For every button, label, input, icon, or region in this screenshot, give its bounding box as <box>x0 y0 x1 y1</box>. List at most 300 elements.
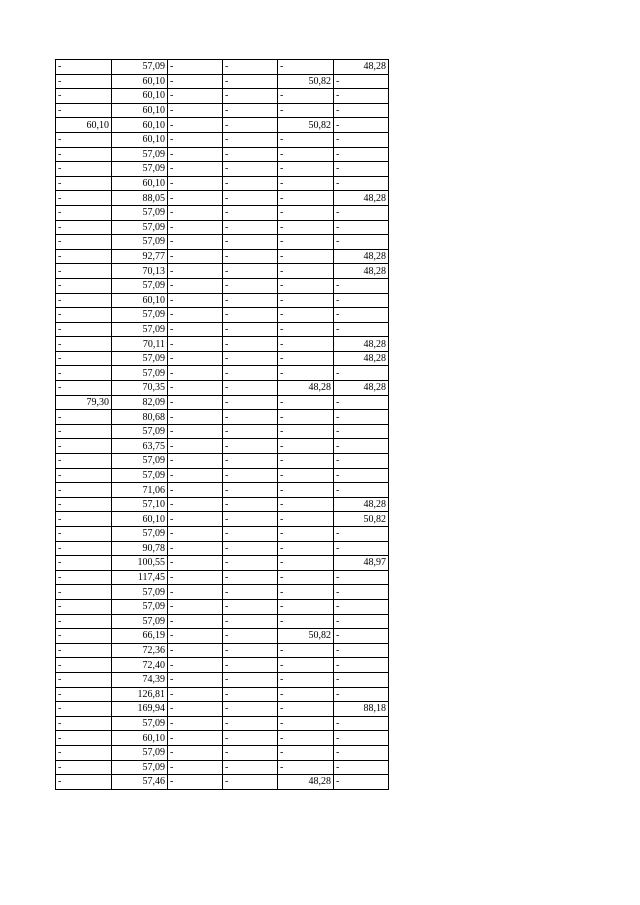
table-cell: - <box>223 643 278 658</box>
table-cell: - <box>56 643 112 658</box>
table-cell: 90,78 <box>112 541 168 556</box>
table-cell: - <box>168 60 223 75</box>
table-cell: - <box>223 410 278 425</box>
table-cell: - <box>223 454 278 469</box>
table-cell: - <box>56 468 112 483</box>
table-cell: - <box>56 337 112 352</box>
table-cell: 71,06 <box>112 483 168 498</box>
table-cell: - <box>223 308 278 323</box>
table-row <box>56 599 389 614</box>
table-cell: - <box>56 556 112 571</box>
table-cell: - <box>223 439 278 454</box>
table-cell: - <box>334 687 389 702</box>
table-cell: - <box>56 731 112 746</box>
table-cell: - <box>334 468 389 483</box>
table-row <box>56 395 389 410</box>
table-cell: - <box>56 132 112 147</box>
table-cell: 57,09 <box>112 205 168 220</box>
table-row <box>56 570 389 585</box>
table-cell: - <box>56 716 112 731</box>
table-cell: - <box>278 570 334 585</box>
table-row <box>56 468 389 483</box>
table-cell: - <box>278 585 334 600</box>
table-cell: - <box>334 599 389 614</box>
table-cell: - <box>56 249 112 264</box>
table-cell: - <box>278 454 334 469</box>
table-cell: 74,39 <box>112 672 168 687</box>
table-row <box>56 381 389 396</box>
table-cell: 72,36 <box>112 643 168 658</box>
table-cell: 80,68 <box>112 410 168 425</box>
table-cell: 57,09 <box>112 716 168 731</box>
table-cell: - <box>334 541 389 556</box>
table-cell: - <box>334 614 389 629</box>
table-row <box>56 366 389 381</box>
table-cell: 169,94 <box>112 702 168 717</box>
table-cell: 57,09 <box>112 278 168 293</box>
table-row <box>56 103 389 118</box>
table-row <box>56 89 389 104</box>
table-cell: 50,82 <box>278 118 334 133</box>
table-cell: - <box>168 162 223 177</box>
table-cell: 57,09 <box>112 585 168 600</box>
table-cell: - <box>56 672 112 687</box>
table-row <box>56 278 389 293</box>
table-cell: - <box>278 731 334 746</box>
table-cell: 60,10 <box>112 731 168 746</box>
table-cell: - <box>223 760 278 775</box>
table-row <box>56 629 389 644</box>
table-cell: - <box>223 541 278 556</box>
table-cell: - <box>278 264 334 279</box>
table-cell: - <box>168 337 223 352</box>
table-cell: 57,09 <box>112 527 168 542</box>
table-cell: - <box>223 745 278 760</box>
table-cell: - <box>334 424 389 439</box>
table-cell: - <box>56 410 112 425</box>
table-cell: - <box>56 585 112 600</box>
table-cell: - <box>168 497 223 512</box>
table-cell: - <box>223 220 278 235</box>
table-cell: - <box>56 220 112 235</box>
table-cell: - <box>56 541 112 556</box>
table-cell: 66,19 <box>112 629 168 644</box>
table-cell: - <box>168 599 223 614</box>
table-cell: 126,81 <box>112 687 168 702</box>
table-cell: - <box>168 687 223 702</box>
table-cell: 72,40 <box>112 658 168 673</box>
table-cell: - <box>278 147 334 162</box>
table-cell: - <box>334 716 389 731</box>
table-cell: - <box>223 278 278 293</box>
table-cell: 57,09 <box>112 162 168 177</box>
table-cell: - <box>56 512 112 527</box>
table-row <box>56 424 389 439</box>
table-row <box>56 497 389 512</box>
table-cell: - <box>334 731 389 746</box>
table-cell: - <box>168 629 223 644</box>
table-cell: - <box>278 278 334 293</box>
table-cell: 50,82 <box>278 629 334 644</box>
table-cell: - <box>56 191 112 206</box>
table-cell: - <box>168 643 223 658</box>
table-cell: - <box>56 745 112 760</box>
table-cell: - <box>278 293 334 308</box>
table-cell: - <box>334 162 389 177</box>
table-cell: - <box>334 74 389 89</box>
table-cell: - <box>223 322 278 337</box>
table-cell: - <box>278 468 334 483</box>
table-cell: 57,46 <box>112 775 168 790</box>
table-cell: - <box>223 337 278 352</box>
table-cell: - <box>334 775 389 790</box>
table-cell: - <box>334 643 389 658</box>
table-row <box>56 614 389 629</box>
table-cell: 57,09 <box>112 308 168 323</box>
table-cell: - <box>168 235 223 250</box>
table-cell: 57,09 <box>112 614 168 629</box>
table-cell: - <box>223 483 278 498</box>
table-cell: - <box>168 381 223 396</box>
table-row <box>56 176 389 191</box>
table-cell: - <box>168 439 223 454</box>
table-cell: - <box>278 512 334 527</box>
table-cell: - <box>168 424 223 439</box>
table-row <box>56 760 389 775</box>
table-cell: - <box>278 556 334 571</box>
table-cell: 57,09 <box>112 147 168 162</box>
table-row <box>56 293 389 308</box>
table-cell: - <box>278 760 334 775</box>
table-cell: - <box>334 103 389 118</box>
table-cell: - <box>223 118 278 133</box>
table-cell: - <box>168 731 223 746</box>
table-row <box>56 702 389 717</box>
table-cell: - <box>223 235 278 250</box>
table-cell: - <box>223 672 278 687</box>
table-cell: - <box>56 176 112 191</box>
table-cell: 48,28 <box>334 337 389 352</box>
table-row <box>56 687 389 702</box>
table-cell: 70,13 <box>112 264 168 279</box>
table-cell: - <box>278 220 334 235</box>
data-table <box>55 59 389 790</box>
table-cell: - <box>168 716 223 731</box>
table-cell: - <box>56 264 112 279</box>
table-cell: - <box>223 103 278 118</box>
table-cell: - <box>223 731 278 746</box>
table-cell: - <box>334 658 389 673</box>
table-cell: - <box>56 235 112 250</box>
table-cell: - <box>168 527 223 542</box>
table-cell: - <box>56 497 112 512</box>
table-cell: 48,28 <box>334 60 389 75</box>
table-row <box>56 716 389 731</box>
table-cell: - <box>223 497 278 512</box>
table-row <box>56 220 389 235</box>
table-row <box>56 585 389 600</box>
table-cell: - <box>168 745 223 760</box>
table-cell: - <box>334 147 389 162</box>
table-cell: - <box>56 147 112 162</box>
table-row <box>56 60 389 75</box>
table-cell: - <box>278 483 334 498</box>
table-cell: - <box>334 293 389 308</box>
table-cell: - <box>278 643 334 658</box>
table-cell: - <box>56 89 112 104</box>
table-cell: 48,28 <box>334 497 389 512</box>
table-cell: - <box>334 527 389 542</box>
table-row <box>56 556 389 571</box>
table-cell: - <box>223 570 278 585</box>
table-cell: - <box>334 395 389 410</box>
table-cell: - <box>56 599 112 614</box>
table-cell: - <box>223 585 278 600</box>
table-cell: - <box>168 89 223 104</box>
table-cell: - <box>334 410 389 425</box>
table-row <box>56 337 389 352</box>
table-cell: - <box>223 716 278 731</box>
table-cell: - <box>168 176 223 191</box>
table-cell: - <box>168 585 223 600</box>
table-cell: - <box>168 351 223 366</box>
table-cell: 48,28 <box>334 264 389 279</box>
table-cell: - <box>278 366 334 381</box>
table-cell: - <box>168 454 223 469</box>
table-cell: 48,97 <box>334 556 389 571</box>
table-cell: - <box>223 599 278 614</box>
table-cell: - <box>56 205 112 220</box>
table-cell: - <box>278 395 334 410</box>
table-row <box>56 351 389 366</box>
table-row <box>56 731 389 746</box>
table-cell: - <box>168 322 223 337</box>
table-cell: - <box>334 89 389 104</box>
table-cell: 63,75 <box>112 439 168 454</box>
table-cell: - <box>334 760 389 775</box>
table-row <box>56 439 389 454</box>
table-cell: - <box>223 60 278 75</box>
table-cell: - <box>334 235 389 250</box>
table-cell: - <box>56 351 112 366</box>
table-row <box>56 74 389 89</box>
table-cell: - <box>334 220 389 235</box>
table-cell: - <box>168 410 223 425</box>
table-cell: - <box>278 322 334 337</box>
table-cell: - <box>278 424 334 439</box>
table-cell: - <box>168 483 223 498</box>
table-cell: - <box>168 570 223 585</box>
table-cell: - <box>223 658 278 673</box>
table-cell: - <box>278 541 334 556</box>
table-cell: - <box>56 103 112 118</box>
table-cell: 57,09 <box>112 220 168 235</box>
table-cell: - <box>223 775 278 790</box>
table-cell: 60,10 <box>112 118 168 133</box>
table-row <box>56 410 389 425</box>
table-cell: 60,10 <box>112 293 168 308</box>
table-cell: - <box>278 337 334 352</box>
table-cell: - <box>223 366 278 381</box>
table-cell: - <box>278 351 334 366</box>
table-cell: - <box>168 395 223 410</box>
table-cell: 57,09 <box>112 322 168 337</box>
table-cell: - <box>278 308 334 323</box>
table-row <box>56 643 389 658</box>
table-row <box>56 205 389 220</box>
table-cell: - <box>223 264 278 279</box>
table-cell: - <box>56 278 112 293</box>
table-cell: - <box>168 541 223 556</box>
table-cell: - <box>56 570 112 585</box>
table-cell: - <box>278 191 334 206</box>
table-cell: - <box>168 220 223 235</box>
table-cell: - <box>56 74 112 89</box>
table-cell: - <box>56 454 112 469</box>
table-cell: - <box>278 439 334 454</box>
table-cell: - <box>168 658 223 673</box>
table-cell: - <box>334 570 389 585</box>
table-cell: - <box>168 132 223 147</box>
table-cell: - <box>334 585 389 600</box>
table-cell: - <box>278 176 334 191</box>
table-cell: 57,09 <box>112 424 168 439</box>
table-cell: - <box>56 687 112 702</box>
table-cell: - <box>223 468 278 483</box>
table-cell: 60,10 <box>112 89 168 104</box>
table-cell: - <box>334 366 389 381</box>
table-row <box>56 308 389 323</box>
table-cell: - <box>168 264 223 279</box>
table-row <box>56 249 389 264</box>
table-cell: 100,55 <box>112 556 168 571</box>
table-cell: - <box>334 629 389 644</box>
table-row <box>56 454 389 469</box>
table-cell: - <box>334 483 389 498</box>
table-cell: 70,35 <box>112 381 168 396</box>
table-cell: - <box>278 672 334 687</box>
table-cell: - <box>168 249 223 264</box>
table-cell: - <box>56 527 112 542</box>
table-cell: - <box>278 745 334 760</box>
table-cell: - <box>56 162 112 177</box>
table-cell: - <box>56 702 112 717</box>
table-cell: - <box>223 687 278 702</box>
table-cell: 60,10 <box>112 74 168 89</box>
table-cell: - <box>278 162 334 177</box>
table-row <box>56 658 389 673</box>
table-cell: - <box>168 702 223 717</box>
table-cell: - <box>168 293 223 308</box>
table-cell: 60,10 <box>112 132 168 147</box>
table-cell: - <box>56 366 112 381</box>
table-cell: - <box>56 60 112 75</box>
table-cell: 70,11 <box>112 337 168 352</box>
table-cell: - <box>223 176 278 191</box>
table-cell: 92,77 <box>112 249 168 264</box>
table-row <box>56 147 389 162</box>
table-cell: - <box>278 235 334 250</box>
table-cell: - <box>223 74 278 89</box>
table-cell: 88,18 <box>334 702 389 717</box>
table-cell: 48,28 <box>334 351 389 366</box>
table-cell: - <box>56 760 112 775</box>
table-cell: - <box>278 205 334 220</box>
table-body <box>56 60 389 790</box>
table-cell: - <box>334 745 389 760</box>
table-cell: - <box>223 132 278 147</box>
table-cell: - <box>168 205 223 220</box>
table-cell: 57,09 <box>112 760 168 775</box>
table-cell: - <box>56 439 112 454</box>
table-row <box>56 512 389 527</box>
table-row <box>56 162 389 177</box>
table-cell: 57,09 <box>112 599 168 614</box>
table-cell: - <box>56 775 112 790</box>
table-row <box>56 745 389 760</box>
table-cell: - <box>278 687 334 702</box>
table-cell: 48,28 <box>334 191 389 206</box>
table-cell: - <box>278 132 334 147</box>
table-cell: - <box>223 702 278 717</box>
table-cell: - <box>334 308 389 323</box>
table-cell: - <box>334 176 389 191</box>
table-cell: - <box>278 60 334 75</box>
table-cell: - <box>334 454 389 469</box>
table-cell: 57,10 <box>112 497 168 512</box>
table-cell: - <box>223 614 278 629</box>
table-cell: - <box>278 497 334 512</box>
table-cell: 57,09 <box>112 351 168 366</box>
table-row <box>56 672 389 687</box>
table-cell: - <box>278 89 334 104</box>
table-cell: - <box>223 89 278 104</box>
table-cell: - <box>56 614 112 629</box>
table-cell: - <box>223 351 278 366</box>
table-cell: - <box>168 760 223 775</box>
table-cell: 57,09 <box>112 468 168 483</box>
table-cell: - <box>278 249 334 264</box>
table-cell: - <box>334 132 389 147</box>
table-row <box>56 541 389 556</box>
table-cell: - <box>278 658 334 673</box>
table-cell: 60,10 <box>112 512 168 527</box>
table-cell: - <box>168 278 223 293</box>
table-cell: - <box>223 629 278 644</box>
table-cell: - <box>334 672 389 687</box>
table-cell: 60,10 <box>112 176 168 191</box>
table-cell: 60,10 <box>56 118 112 133</box>
table-cell: - <box>168 672 223 687</box>
table-cell: - <box>334 278 389 293</box>
table-cell: - <box>278 410 334 425</box>
table-cell: - <box>223 395 278 410</box>
table-cell: 48,28 <box>334 381 389 396</box>
table-cell: - <box>278 103 334 118</box>
table-cell: - <box>168 147 223 162</box>
table-cell: - <box>56 658 112 673</box>
table-cell: - <box>56 308 112 323</box>
table-cell: 57,09 <box>112 454 168 469</box>
table-row <box>56 775 389 790</box>
table-cell: - <box>223 293 278 308</box>
table-cell: - <box>223 147 278 162</box>
table-cell: - <box>223 162 278 177</box>
table-cell: - <box>278 702 334 717</box>
table-cell: 48,28 <box>278 775 334 790</box>
table-cell: 57,09 <box>112 60 168 75</box>
table-cell: - <box>223 527 278 542</box>
